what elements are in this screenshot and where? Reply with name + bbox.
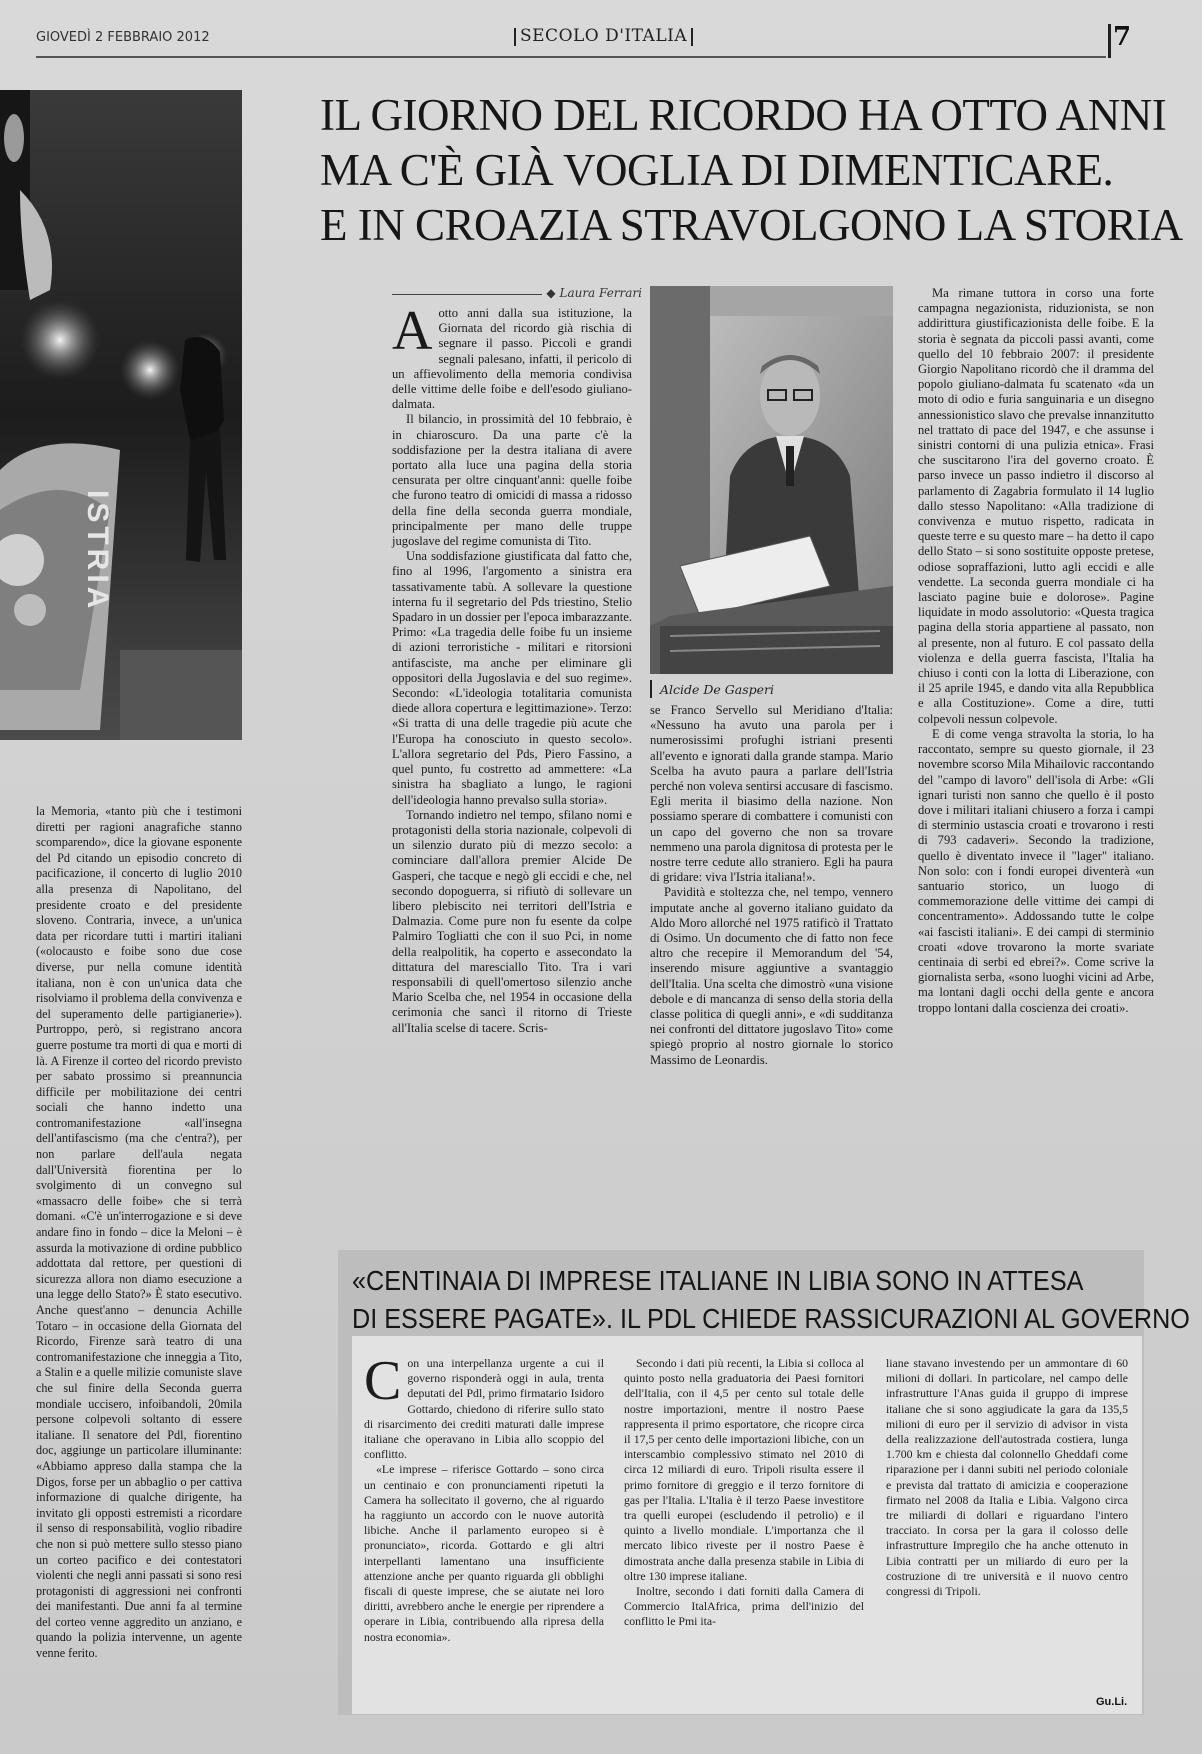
page-number-bar: [1108, 24, 1111, 58]
article-paragraph: Tornando indietro nel tempo, sfilano nomi e protagonisti della storia nazionale, colpevoli di un silenzio durato più di mezzo secolo: a cominciare dall'allora premier Alcide De Gasperi, che tacque e negò gli eccidi e che, nel secondo dopoguerra, si rifiutò di sollevare un libero plebiscito nei territori dell'Istria e Dalmazia. Come pure non fu esente da colpe Palmiro Togliatti che con il suo Pci, in nome della realpolitik, ha coperto e assecondato la dittatura del maresciallo Tito. Tra i vari responsabili di quell'omertoso silenzio anche Mario Scelba che, nel 1954 in occasione della cerimonia che sancì il ritorno di Trieste all'Italia scelse di tacere. Scris-: [392, 807, 632, 1035]
article-paragraph: E di come venga stravolta la storia, lo ha raccontato, sempre su questo giornale, il 23 novembre scorso Mila Mihailovic raccontando del "campo di lavoro" dell'isola di Arbe: «Gli ignari turisti non sanno che quello è il posto dove i militari italiani chiusero a forza i campi di sterminio ustascia croati e trovarono i resti di 793 cadaveri». Secondo la tradizione, quello è diventato invece il "lager" italiano. Non solo: con i fondi europei diventerà «un santuario storico, un luogo di commemorazione delle vittime dei campi di concentramento». Addossando tutte le colpe «ai fascisti italiani». E dei campi di sterminio croati «dove trovarono la morte svariate centinaia di serbi ed ebrei?». Come scrive la giornalista serba, «sono luoghi vicini ad Arbe, ma lontani dagli occhi della gente e ancora troppo lontani dalla coscienza dei croati».: [918, 726, 1154, 1015]
box-headline: [352, 1262, 1190, 1338]
box-drop-cap: C: [364, 1350, 402, 1412]
photo-de-gasperi: [650, 286, 893, 674]
article-paragraph: Ma rimane tuttora in corso una forte campagna negazionista, riduzionista, se non addirittura giustificazionista delle foibe. E la storia è segnata da piccoli passi avanti, come quello del 10 febbraio 2007: il presidente Giorgio Napolitano ricordò che il dramma del popolo giuliano-dalmata fu scatenato «da un moto di odio e furia sanguinaria e un disegno annessionistico slavo che prevalse innanzitutto nel trattato di pace del 1947, e che assunse i sinistri contorni di una pulizia etnica». Frasi che suscitarono l'ira del governo croato. È parso invece un passo indietro il discorso al parlamento di Zagabria formulato il 14 luglio dallo stesso Napolitano: «Alla tradizione di convivenza e mutuo rispetto, radicata in queste terre e su questo mare – ha detto il capo dello Stato – si sono sostituite opposte pretese, odiose sopraffazioni, lutto agli eccidi e alle vendette. La seconda guerra mondiale ci ha lasciato pagine buie e dolorose». Pagine liquidate in modo assolutorio: «Questa tragica pagina della storia appartiene al passato, non al presente, non al futuro. E col passato della violenza e della guerra fascista, l'Italia ha chiuso i conti con la lotta di Liberazione, con il 25 aprile 1945, e dando vita alla Repubblica e alla Costituzione». Come a dire, tutti colpevoli nessun colpevole.: [918, 286, 1154, 726]
headline-line-2: MA C'È GIÀ VOGLIA DI DIMENTICARE.: [320, 145, 1114, 195]
box-headline-line-2: DI ESSERE PAGATE». IL PDL CHIEDE RASSICURAZIONI AL GOVERNO: [352, 1303, 1190, 1334]
box-signature: Gu.Li.: [1096, 1696, 1128, 1708]
photo-de-gasperi-illustration: [650, 286, 893, 674]
byline: ◆ Laura Ferrari: [392, 286, 642, 300]
box-column-2: [624, 1356, 864, 1630]
box-headline-line-1: «CENTINAIA DI IMPRESE ITALIANE IN LIBIA SONO IN ATTESA: [352, 1265, 1084, 1296]
article-column-left: [36, 804, 242, 1662]
issue-date: GIOVEDÌ 2 FEBBRAIO 2012: [36, 30, 210, 45]
author-name: Laura Ferrari: [559, 286, 642, 300]
photo-istria-procession: [0, 90, 242, 740]
header-rule: [36, 56, 1106, 58]
page-header: [0, 22, 1202, 62]
box-paragraph: Secondo i dati più recenti, la Libia si colloca al quinto posto nella graduatoria dei Paesi fornitori dell'Italia, con il 4,5 per cento sul totale delle nostre importazioni, mentre il nostro Paese rappresenta il primo esportatore, che ricopre circa il 17,5 per cento delle importazioni libiche, con un interscambio complessivo stimato nel 2010 di circa 12 miliardi di euro. Tripoli risulta essere il primo fornitore di greggio e il terzo fornitore di gas per l'Italia. L'Italia è il terzo Paese investitore tra quelli europei (escludendo il petrolio) e il quinto a livello mondiale. L'importanza che il mercato libico riveste per il nostro Paese è dimostrata anche dalla presenza stabile in Libia di oltre 130 imprese italiane.: [624, 1356, 864, 1583]
article-paragraph: Il bilancio, in prossimità del 10 febbraio, è in chiaroscuro. Da una parte c'è la soddisfazione per la destra italiana di avere portato alla luce una pagina della storia censurata per oltre cinquant'anni: quelle foibe che furono teatro di omicidi di massa a ridosso della fine della seconda guerra mondiale, principalmente per mano delle truppe jugoslave del regime comunista di Tito.: [392, 412, 632, 549]
box-column-1: [364, 1350, 604, 1645]
photo-banner-text: ISTRIA: [81, 490, 114, 613]
box-column-3: [886, 1356, 1128, 1599]
drop-cap: A: [392, 300, 433, 362]
box-paragraph: on una interpellanza urgente a cui il governo risponderà oggi in aula, trenta deputati del Pdl, primo firmatario Isidoro Gottardo, chiedono di riferire sullo stato di risarcimento dei crediti maturati dalle imprese italiane che operavano in Libia allo scoppio del conflitto.: [364, 1356, 604, 1462]
main-headline: [320, 88, 1183, 253]
box-paragraph: «Le imprese – riferisce Gottardo – sono circa un centinaio e con pronunciamenti ripetuti la Camera ha sollecitato il governo, che al riguardo ha raggiunto un accordo con le nuove autorità libiche. Anche il parlamento europeo si è pronunciato», ricorda. Gottardo e gli altri interpellanti lamentano una insufficiente attenzione anche per quanto riguarda gli obblighi fiscali di queste imprese, che se aiutate nei loro diritti, avrebbero anche le energie per riprendere a operare in Libia, contribuendo alla ripresa della nostra economia».: [364, 1462, 604, 1644]
article-column-1: [392, 300, 632, 1036]
page-number: 7: [1113, 22, 1132, 52]
article-column-4: [918, 286, 1154, 1016]
photo-istria-illustration: [0, 90, 242, 740]
photo-caption: Alcide De Gasperi: [660, 682, 775, 697]
article-paragraph: se Franco Servello sul Meridiano d'Italia: «Nessuno ha avuto una parola per i numerosissimi profughi istriani presenti all'evento e ignorati dalla grande stampa. Mario Scelba ha avuto paura a parlare dell'Istria perché non voleva sentirsi accusare di fascismo. Egli merita il biasimo della nazione. Non possiamo sperare di combattere i comunisti con un capo del governo che non sa trovare nemmeno una parola dignitosa di protesta per le nostre terre cedute allo straniero. Egli ha paura di gridare: viva l'Istria italiana!».: [650, 703, 893, 885]
article-paragraph: otto anni dalla sua istituzione, la Giornata del ricordo già rischia di segnare il passo. Piccoli e grandi segnali palesano, infatti, il pericolo di un affievolimento della memoria condivisa delle vittime delle foibe e dell'esodo giuliano-dalmata.: [392, 306, 632, 412]
article-column-3: [650, 703, 893, 1068]
article-paragraph: Pavidità e stoltezza che, nel tempo, vennero imputate anche al governo italiano guidato da Aldo Moro allorché nel 1975 ratificò il Trattato di Osimo. Un documento che di fatto non fece altro che recepire il Memorandum del '54, inserendo misure aggiuntive a svantaggio dell'Italia. Una scelta che dimostrò «una visione debole e di mancanza di senso della storia della classe politica di quegli anni», e «di sudditanza nei confronti del dittatore jugoslavo Tito» come spiegò proprio al nostro giornale lo storico Massimo de Leonardis.: [650, 885, 893, 1067]
masthead: SECOLO D'ITALIA: [520, 26, 688, 46]
box-paragraph: liane stavano investendo per un ammontare di 60 milioni di dollari. In particolare, nel campo delle infrastrutture l'Anas guida il gruppo di imprese italiane che si sono aggiudicate la gara da 135,5 milioni di euro per il servizio di advisor in vista della realizzazione dell'autostrada costiera, lunga 1.700 km e chiesta dal colonnello Gheddafi come riparazione per i danni subiti nel periodo coloniale e prevista dal trattato di amicizia e cooperazione firmato nel 2008 da Italia e Libia. Valgono circa tre miliardi di dollari e riguardano l'intero tracciato. In corsa per la gara il colosso delle infrastrutture Impregilo che ha anche ottenuto in Libia contratti per un miliardo di euro per la costruzione di tre università e il nuovo centro congressi di Tripoli.: [886, 1356, 1128, 1599]
headline-line-1: IL GIORNO DEL RICORDO HA OTTO ANNI: [320, 90, 1167, 140]
article-paragraph: Una soddisfazione giustificata dal fatto che, fino al 1996, l'argomento a sinistra era tassativamente tabù. A sollevare la questione interna fu il segretario del Pds triestino, Stelio Spadaro in un dossier per l'epoca imbarazzante. Primo: «La tragedia delle foibe fu un insieme di azioni terroristiche - militari e ritorsioni antifasciste, ma anche per eliminare gli oppositori della Jugoslavia e del suo regime». Secondo: «L'ideologia totalitaria comunista diede allora copertura e legittimazione». Terzo: «Si tratta di una delle tragedie più acute che l'Europa ha conosciuto in questo secolo». L'allora segretario del Pds, Piero Fassino, a quel punto, fu costretto ad ammettere: «La sinistra ha sbagliato a lungo, le ragioni dell'ideologia hanno prevalso sulla storia».: [392, 549, 632, 807]
box-paragraph: Inoltre, secondo i dati forniti dalla Camera di Commercio ItalAfrica, prima dell'inizio del conflitto le Pmi ita-: [624, 1584, 864, 1629]
article-paragraph: la Memoria, «tanto più che i testimoni diretti per ragioni anagrafiche stanno scomparendo», dice la giovane esponente del Pd citando un episodio concreto di pacificazione, il concerto di luglio 2010 alla presenza di Napolitano, del presidente croato e del presidente sloveno. Contraria, invece, a un'unica data per ricordare tutti i martiri italiani («olocausto e foibe sono due cose diverse, pur nella comune identità italiana, non è con un'unica data che risolviamo il problema della convivenza e del superamento delle partigianerie»). Purtroppo, però, si registrano ancora guerre postume tra morti di qua e morti di là. A Firenze il corteo del ricordo previsto per sabato prossimo si preannuncia difficile per mobilitazione dei centri sociali che hanno indetto una contromanifestazione «all'insegna dell'antifascismo (ma che c'entra?), per non parlare dell'aula negata dall'Università fiorentina per lo svolgimento di un convegno sul «massacro delle foibe» che si terrà domani. «C'è un'interrogazione e si deve andare fino in fondo – dice la Meloni – è assurda la motivazione di ordine pubblico addottata dal rettore, per questioni di sicurezza allora non diamo esecuzione a una legge dello Stato?» È stato esecutivo. Anche quest'anno – denuncia Achille Totaro – in occasione della Giornata del Ricordo, Firenze sarà teatro di una contromanifestazione che inneggia a Tito, a Stalin e a quelle milizie comuniste slave che sul finire della Seconda guerra mondiale uccisero, infoibandoli, 20mila persone colpevoli soltanto di essere italiane. Il senatore del Pdl, fiorentino doc, aggiunge un particolare illuminante: «Abbiamo appreso dalla stampa che la Digos, forse per un abbaglio o per cattiva informazione di qualche dirigente, ha invitato gli opposti estremisti a ricordare il senso di responsabilità, voglio ribadire che non si può mettere sullo stesso piano un corteo pacifico e dei contestatori violenti che negli anni passati si sono resi protagonisti di aggressioni nei confronti dei manifestanti. Due anni fa al termine del corteo venne aggredito un anziano, e quando la polizia intervenne, un agente venne ferito.: [36, 804, 242, 1661]
headline-line-3: E IN CROAZIA STRAVOLGONO LA STORIA: [320, 200, 1183, 250]
